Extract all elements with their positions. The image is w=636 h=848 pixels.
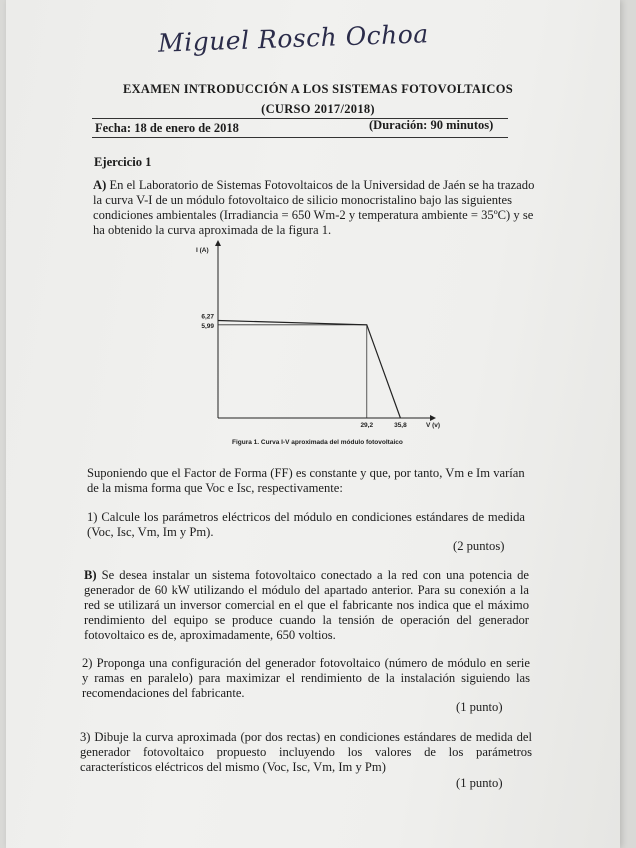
part-b-line-2: generador de 60 kW utilizando el módulo del apartado anterior. Para su conexión a la bbox=[84, 583, 529, 597]
q2-line-3: recomendaciones del fabricante. bbox=[82, 686, 245, 700]
part-a-text bbox=[93, 178, 535, 238]
question-1-text bbox=[87, 510, 525, 540]
x-tick-label: 35,8 bbox=[394, 422, 407, 429]
ff-line-2: de la misma forma que Voc e Isc, respectivamente: bbox=[87, 481, 343, 495]
part-b-line-3: red se utilizará un inversor comercial en el que el fabricante nos indica que el máximo bbox=[84, 598, 529, 612]
q3-line-2: generador fotovoltaico propuesto incluyendo los valores de los parámetros bbox=[80, 745, 532, 759]
part-a-line-3: condiciones ambientales (Irradiancia = 650 Wm-2 y temperatura ambiente = 35ºC) y se bbox=[93, 208, 534, 222]
q3-line-3: característicos eléctricos del mismo (Voc, Isc, Vm, Im y Pm) bbox=[80, 760, 386, 774]
question-1-points: (2 puntos) bbox=[453, 539, 505, 553]
x-axis-label: V (v) bbox=[426, 422, 440, 429]
course-label: (CURSO 2017/2018) bbox=[261, 102, 375, 116]
q1-line-1: 1) Calcule los parámetros eléctricos del módulo en condiciones estándares de medida bbox=[87, 510, 525, 524]
y-axis-arrow bbox=[215, 240, 221, 246]
y-tick-label: 5,99 bbox=[201, 322, 214, 330]
exam-date: Fecha: 18 de enero de 2018 bbox=[95, 121, 239, 135]
exam-duration: (Duración: 90 minutos) bbox=[369, 118, 494, 132]
q2-line-1: 2) Proponga una configuración del generador fotovoltaico (número de módulo en serie bbox=[82, 656, 530, 670]
q1-line-2: (Voc, Isc, Vm, Im y Pm). bbox=[87, 525, 214, 539]
figure-caption: Figura 1. Curva I-V aproximada del módulo fotovoltaico bbox=[232, 439, 403, 446]
y-tick-label: 6,27 bbox=[201, 313, 214, 321]
iv-curve-line bbox=[218, 320, 400, 418]
part-a-label: A) bbox=[93, 178, 107, 192]
question-2-points: (1 punto) bbox=[456, 700, 503, 714]
part-b-label: B) bbox=[84, 568, 97, 582]
x-tick-label: 29,2 bbox=[360, 422, 374, 429]
part-a-line-2: la curva V-I de un módulo fotovoltaico de silicio monocristalino bajo las siguientes bbox=[93, 193, 513, 207]
exercise-heading: Ejercicio 1 bbox=[94, 155, 152, 169]
part-b-line-1: Se desea instalar un sistema fotovoltaico conectado a la red con una potencia de bbox=[101, 568, 529, 582]
ff-text bbox=[87, 466, 523, 496]
part-a-line-1: En el Laboratorio de Sistemas Fotovoltaicos de la Universidad de Jaén se ha trazado bbox=[109, 178, 535, 192]
q3-line-1: 3) Dibuje la curva aproximada (por dos rectas) en condiciones estándares de medida del bbox=[80, 730, 532, 744]
iv-curve-chart bbox=[180, 240, 440, 460]
y-axis-label: I (A) bbox=[196, 247, 209, 254]
signature: Miguel Rosch Ochoa bbox=[157, 19, 430, 58]
exam-title: EXAMEN INTRODUCCIÓN A LOS SISTEMAS FOTOVOLTAICOS bbox=[122, 82, 514, 96]
part-b-line-4: rendimiento del equipo se produce cuando la tensión de operación del generador bbox=[84, 613, 529, 627]
part-b-text bbox=[84, 568, 529, 643]
x-axis-arrow bbox=[430, 415, 436, 421]
question-3-points: (1 punto) bbox=[456, 776, 503, 790]
q2-line-2: y ramas en paralelo) para maximizar el rendimiento de la instalación siguiendo las bbox=[82, 671, 530, 685]
question-2-text bbox=[82, 656, 530, 701]
header-bottom-rule bbox=[92, 137, 508, 138]
question-3-text bbox=[80, 730, 532, 775]
ff-line-1: Suponiendo que el Factor de Forma (FF) es constante y que, por tanto, Vm e Im varían bbox=[87, 466, 525, 480]
part-b-line-5: fotovoltaico es de, aproximadamente, 650 voltios. bbox=[84, 628, 336, 642]
part-a-line-4: ha obtenido la curva aproximada de la figura 1. bbox=[93, 223, 332, 237]
